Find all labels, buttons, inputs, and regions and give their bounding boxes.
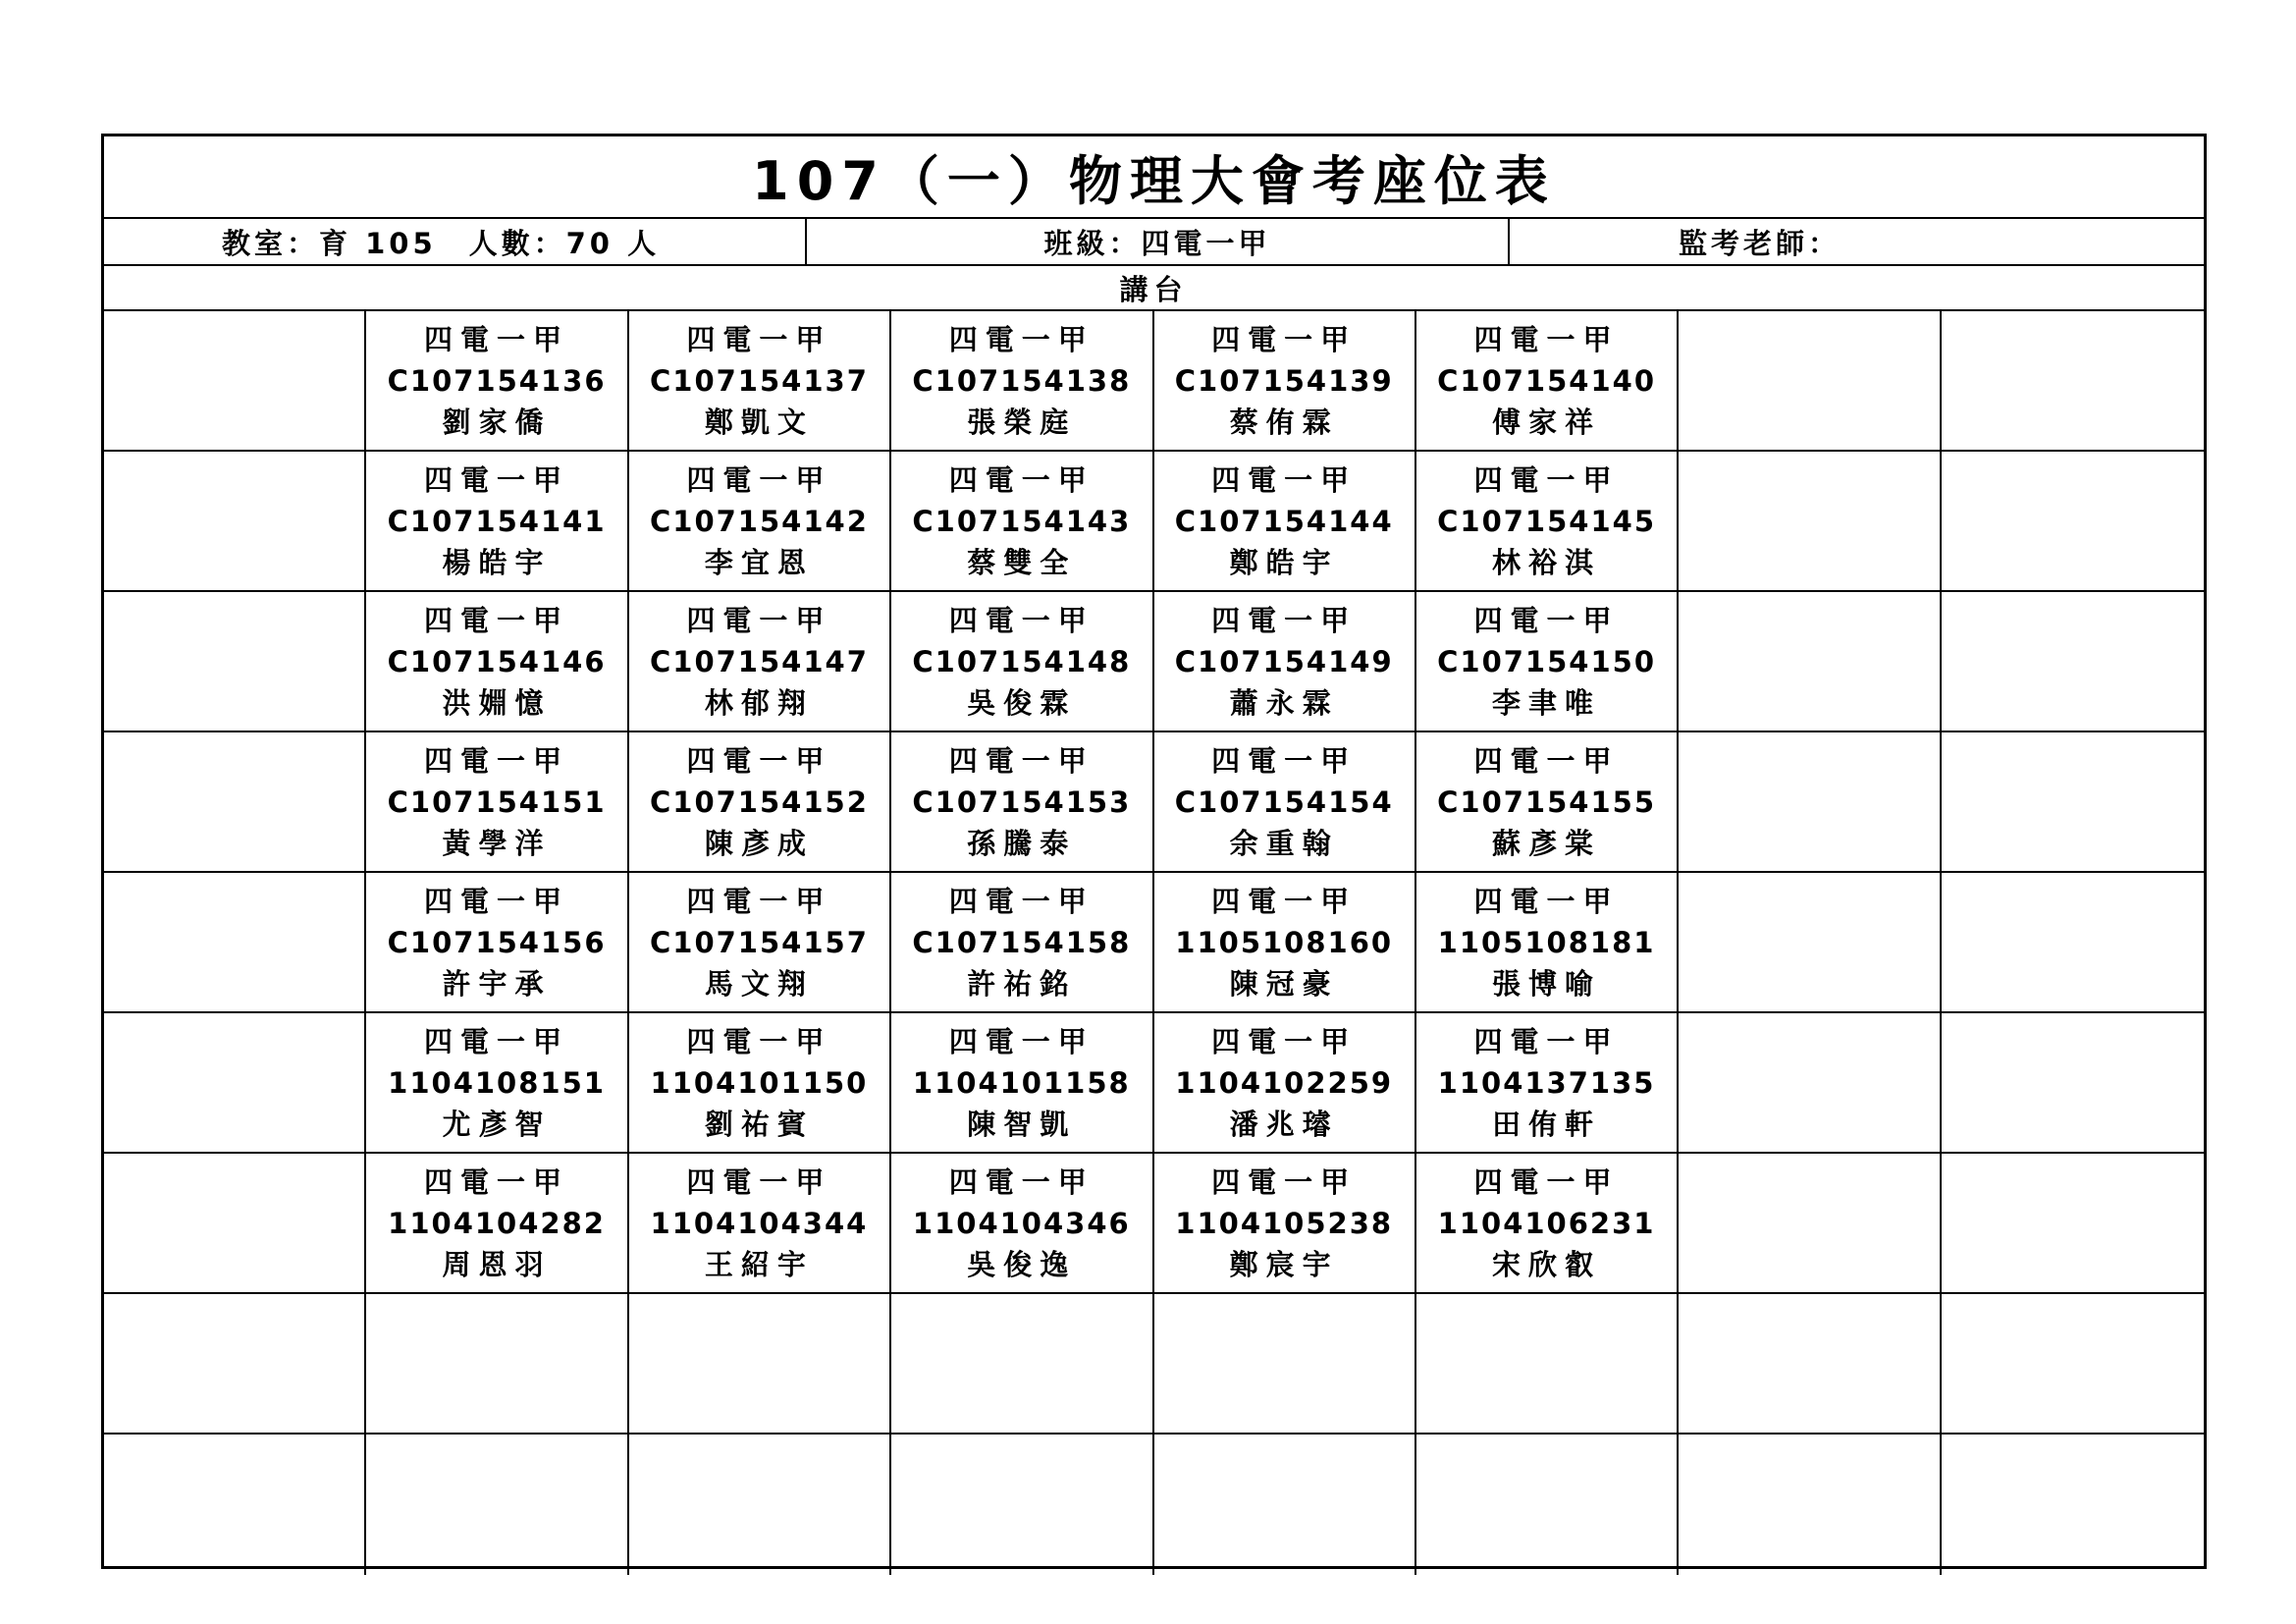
empty-seat-cell <box>1679 1294 1941 1435</box>
empty-seat-cell <box>1679 732 1941 873</box>
seat-class: 四電一甲 <box>1211 322 1358 356</box>
seat-class: 四電一甲 <box>686 462 832 497</box>
student-name: 劉祐賓 <box>704 1107 814 1141</box>
student-id: C107154156 <box>387 925 607 959</box>
student-id: C107154146 <box>387 644 607 678</box>
empty-seat-cell <box>1942 1435 2204 1575</box>
empty-seat-cell <box>104 1294 366 1435</box>
student-id: C107154136 <box>387 363 607 398</box>
student-id: 1104102259 <box>1175 1065 1394 1100</box>
student-name: 蘇彥棠 <box>1492 826 1602 860</box>
student-id: 1105108181 <box>1437 925 1656 959</box>
seat-class: 四電一甲 <box>948 1164 1095 1199</box>
seat-cell <box>366 452 628 592</box>
empty-seat-cell <box>1416 1294 1679 1435</box>
class-label: 班級：四電一甲 <box>807 219 1510 264</box>
seat-cell <box>1154 732 1416 873</box>
seat-class: 四電一甲 <box>948 462 1095 497</box>
student-id: C107154147 <box>649 644 869 678</box>
seat-class: 四電一甲 <box>948 884 1095 918</box>
student-id: 1104108151 <box>388 1065 606 1100</box>
seat-cell <box>891 311 1153 452</box>
seat-class: 四電一甲 <box>424 1164 570 1199</box>
empty-seat-cell <box>104 592 366 732</box>
empty-seat-cell <box>1942 1013 2204 1154</box>
student-name: 吳俊霖 <box>967 685 1077 720</box>
student-name: 黃學洋 <box>442 826 552 860</box>
empty-seat-cell <box>1679 1013 1941 1154</box>
student-name: 潘兆璿 <box>1229 1107 1339 1141</box>
seat-class: 四電一甲 <box>948 1024 1095 1058</box>
student-name: 傅家祥 <box>1492 405 1602 439</box>
empty-seat-cell <box>1679 592 1941 732</box>
student-name: 許祐銘 <box>967 966 1077 1001</box>
student-id: C107154139 <box>1174 363 1394 398</box>
seating-chart <box>101 134 2207 1569</box>
seat-class: 四電一甲 <box>424 743 570 778</box>
student-id: C107154137 <box>649 363 869 398</box>
empty-seat-cell <box>1942 1294 2204 1435</box>
seat-cell <box>366 311 628 452</box>
seat-class: 四電一甲 <box>424 603 570 637</box>
seat-cell <box>1154 592 1416 732</box>
seat-cell <box>629 592 891 732</box>
seat-class: 四電一甲 <box>424 322 570 356</box>
page-title: 107（一）物理大會考座位表 <box>104 136 2204 219</box>
seat-class: 四電一甲 <box>424 884 570 918</box>
seat-class: 四電一甲 <box>1473 603 1620 637</box>
seat-cell <box>891 1013 1153 1154</box>
seat-class: 四電一甲 <box>686 1024 832 1058</box>
empty-seat-cell <box>1679 452 1941 592</box>
seat-cell <box>629 1154 891 1294</box>
student-id: C107154140 <box>1437 363 1656 398</box>
student-name: 楊皓宇 <box>442 545 552 579</box>
empty-seat-cell <box>1679 873 1941 1013</box>
empty-seat-cell <box>629 1294 891 1435</box>
seat-cell <box>891 1154 1153 1294</box>
seat-class: 四電一甲 <box>686 884 832 918</box>
student-id: 1104104346 <box>912 1206 1131 1240</box>
seat-class: 四電一甲 <box>686 1164 832 1199</box>
student-id: C107154143 <box>912 504 1132 538</box>
seat-cell <box>629 873 891 1013</box>
seat-class: 四電一甲 <box>1211 884 1358 918</box>
seat-cell <box>891 592 1153 732</box>
student-id: 1104106231 <box>1437 1206 1656 1240</box>
empty-seat-cell <box>104 873 366 1013</box>
seat-class: 四電一甲 <box>1473 743 1620 778</box>
seat-cell <box>1416 732 1679 873</box>
seat-cell <box>629 311 891 452</box>
student-id: C107154150 <box>1437 644 1656 678</box>
seat-cell <box>629 452 891 592</box>
seat-cell <box>1416 1154 1679 1294</box>
student-name: 鄭凱文 <box>704 405 814 439</box>
student-name: 張博喻 <box>1492 966 1602 1001</box>
empty-seat-cell <box>104 1013 366 1154</box>
seat-cell <box>1154 311 1416 452</box>
student-id: C107154138 <box>912 363 1132 398</box>
empty-seat-cell <box>1679 1154 1941 1294</box>
student-id: C107154149 <box>1174 644 1394 678</box>
student-id: 1104105238 <box>1175 1206 1394 1240</box>
empty-seat-cell <box>1154 1435 1416 1575</box>
student-name: 許宇承 <box>442 966 552 1001</box>
student-id: C107154142 <box>649 504 869 538</box>
student-name: 吳俊逸 <box>967 1247 1077 1281</box>
info-row <box>104 219 2204 266</box>
student-id: C107154157 <box>649 925 869 959</box>
seat-cell <box>366 592 628 732</box>
seat-class: 四電一甲 <box>1211 1164 1358 1199</box>
empty-seat-cell <box>1942 311 2204 452</box>
student-id: 1104101158 <box>912 1065 1131 1100</box>
seat-cell <box>1154 873 1416 1013</box>
seat-cell <box>891 873 1153 1013</box>
seat-class: 四電一甲 <box>948 743 1095 778</box>
empty-seat-cell <box>366 1435 628 1575</box>
student-id: C107154155 <box>1437 785 1656 819</box>
seat-class: 四電一甲 <box>1473 884 1620 918</box>
student-name: 尤彥智 <box>442 1107 552 1141</box>
student-id: 1104101150 <box>650 1065 869 1100</box>
student-name: 鄭宸宇 <box>1229 1247 1339 1281</box>
seat-class: 四電一甲 <box>1473 1164 1620 1199</box>
student-name: 劉家僑 <box>442 405 552 439</box>
student-name: 蔡雙全 <box>967 545 1077 579</box>
seat-cell <box>1416 592 1679 732</box>
student-name: 蕭永霖 <box>1229 685 1339 720</box>
empty-seat-cell <box>1942 1154 2204 1294</box>
student-id: C107154152 <box>649 785 869 819</box>
seat-cell <box>891 452 1153 592</box>
empty-seat-cell <box>629 1435 891 1575</box>
seat-cell <box>1154 452 1416 592</box>
seat-class: 四電一甲 <box>686 322 832 356</box>
student-name: 蔡侑霖 <box>1229 405 1339 439</box>
student-name: 余重翰 <box>1229 826 1339 860</box>
empty-seat-cell <box>104 452 366 592</box>
empty-seat-cell <box>1416 1435 1679 1575</box>
seat-class: 四電一甲 <box>1473 462 1620 497</box>
seat-cell <box>1416 452 1679 592</box>
empty-seat-cell <box>104 1435 366 1575</box>
seat-class: 四電一甲 <box>948 322 1095 356</box>
seat-class: 四電一甲 <box>1473 322 1620 356</box>
seat-cell <box>1154 1013 1416 1154</box>
proctor-label: 監考老師： <box>1679 226 1842 260</box>
seat-class: 四電一甲 <box>424 1024 570 1058</box>
student-id: C107154151 <box>387 785 607 819</box>
seat-cell <box>1416 873 1679 1013</box>
student-id: C107154154 <box>1174 785 1394 819</box>
student-id: C107154153 <box>912 785 1132 819</box>
student-id: 1104104344 <box>650 1206 869 1240</box>
seat-cell <box>1416 1013 1679 1154</box>
seat-cell <box>629 732 891 873</box>
student-id: 1104137135 <box>1437 1065 1656 1100</box>
seat-grid <box>104 311 2204 1575</box>
seat-class: 四電一甲 <box>686 603 832 637</box>
student-name: 孫騰泰 <box>967 826 1077 860</box>
student-name: 王紹宇 <box>704 1247 814 1281</box>
seat-class: 四電一甲 <box>686 743 832 778</box>
student-id: C107154148 <box>912 644 1132 678</box>
student-name: 李聿唯 <box>1492 685 1602 720</box>
student-id: 1105108160 <box>1175 925 1394 959</box>
student-name: 張榮庭 <box>967 405 1077 439</box>
seat-cell <box>629 1013 891 1154</box>
empty-seat-cell <box>1942 452 2204 592</box>
empty-seat-cell <box>1679 1435 1941 1575</box>
student-name: 洪婣憶 <box>442 685 552 720</box>
seat-cell <box>366 1013 628 1154</box>
empty-seat-cell <box>104 1154 366 1294</box>
student-id: C107154144 <box>1174 504 1394 538</box>
student-name: 宋欣叡 <box>1492 1247 1602 1281</box>
room-and-headcount: 教室：育 105 人數：70 人 <box>104 219 807 264</box>
empty-seat-cell <box>1942 592 2204 732</box>
student-name: 陳智凱 <box>967 1107 1077 1141</box>
student-id: C107154158 <box>912 925 1132 959</box>
empty-seat-cell <box>891 1435 1153 1575</box>
student-name: 馬文翔 <box>704 966 814 1001</box>
student-id: C107154141 <box>387 504 607 538</box>
student-name: 周恩羽 <box>442 1247 552 1281</box>
seat-class: 四電一甲 <box>424 462 570 497</box>
student-name: 陳彥成 <box>704 826 814 860</box>
empty-seat-cell <box>1679 311 1941 452</box>
empty-seat-cell <box>104 732 366 873</box>
seat-cell <box>366 873 628 1013</box>
seat-cell <box>1416 311 1679 452</box>
student-name: 李宜恩 <box>704 545 814 579</box>
seat-cell <box>366 732 628 873</box>
empty-seat-cell <box>1942 732 2204 873</box>
seat-class: 四電一甲 <box>1211 1024 1358 1058</box>
student-id: 1104104282 <box>388 1206 606 1240</box>
seat-cell <box>891 732 1153 873</box>
seat-class: 四電一甲 <box>1473 1024 1620 1058</box>
seat-class: 四電一甲 <box>948 603 1095 637</box>
student-name: 鄭皓宇 <box>1229 545 1339 579</box>
student-name: 田侑軒 <box>1492 1107 1602 1141</box>
empty-seat-cell <box>366 1294 628 1435</box>
seat-class: 四電一甲 <box>1211 603 1358 637</box>
seat-cell <box>366 1154 628 1294</box>
student-name: 林裕淇 <box>1492 545 1602 579</box>
student-name: 林郁翔 <box>704 685 814 720</box>
student-id: C107154145 <box>1437 504 1656 538</box>
seat-class: 四電一甲 <box>1211 743 1358 778</box>
podium-label: 講台 <box>104 266 2204 311</box>
seat-cell <box>1154 1154 1416 1294</box>
student-name: 陳冠豪 <box>1229 966 1339 1001</box>
empty-seat-cell <box>1154 1294 1416 1435</box>
empty-seat-cell <box>1942 873 2204 1013</box>
empty-seat-cell <box>104 311 366 452</box>
empty-seat-cell <box>891 1294 1153 1435</box>
seat-class: 四電一甲 <box>1211 462 1358 497</box>
